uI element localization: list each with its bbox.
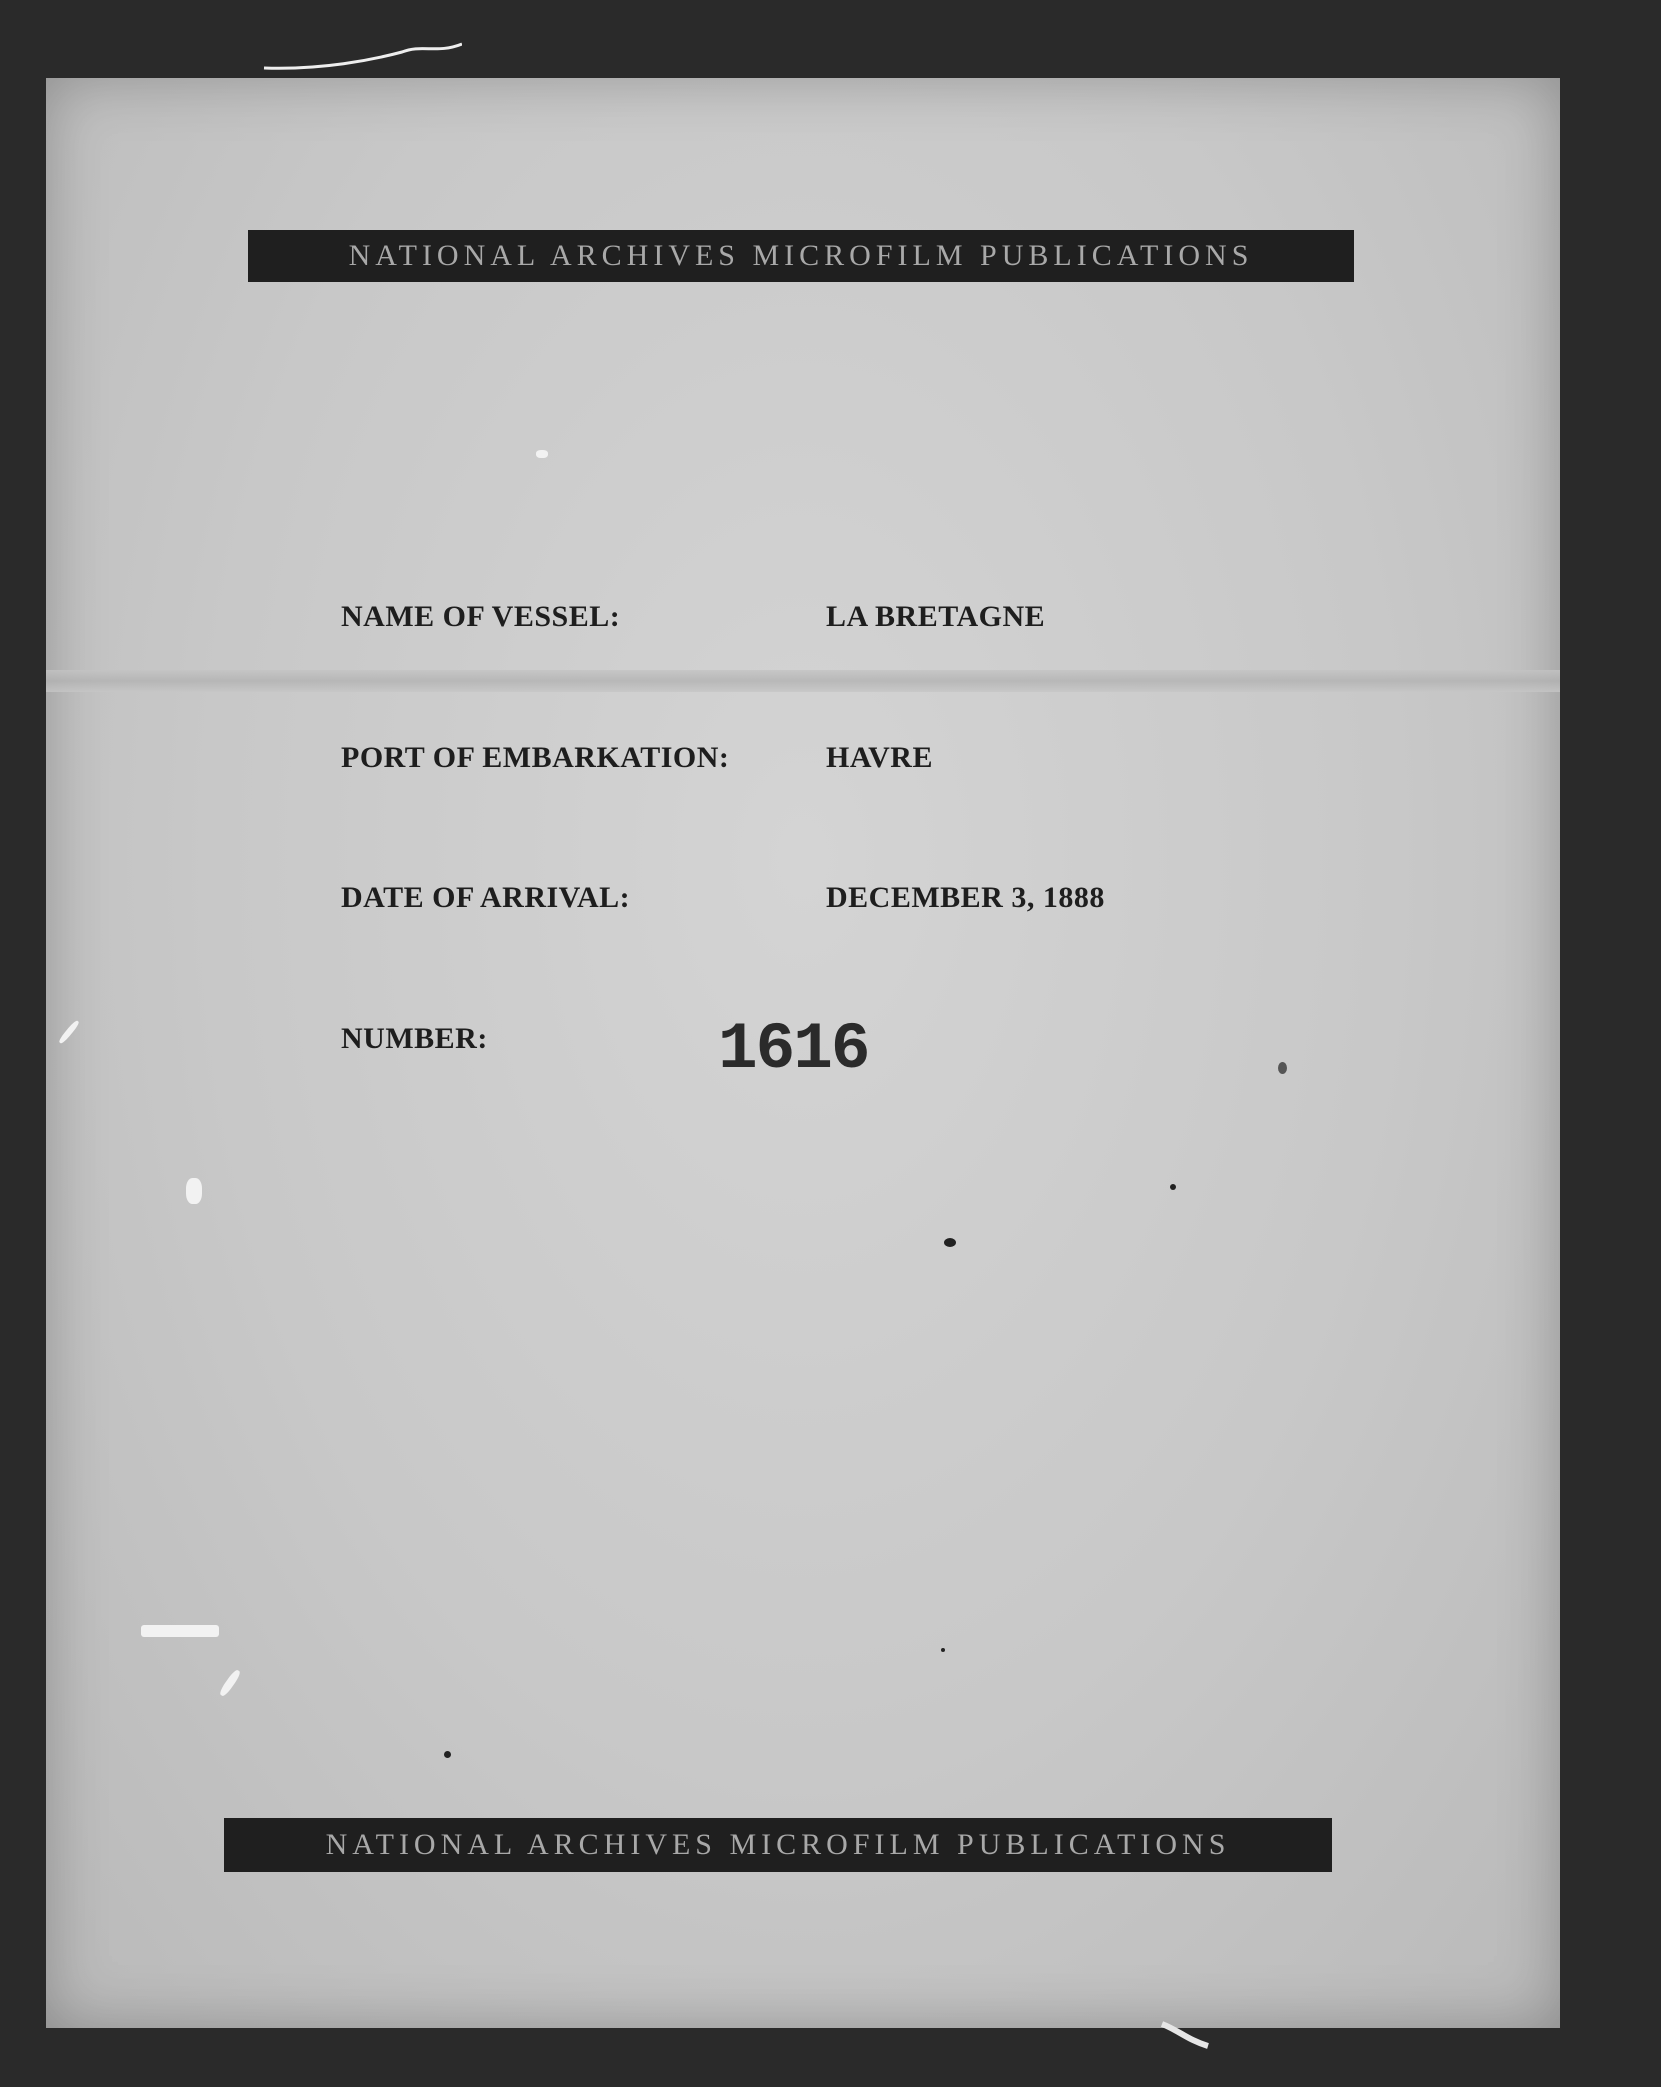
film-speck [58, 1019, 81, 1044]
film-dot [941, 1648, 945, 1652]
film-speck [141, 1625, 219, 1637]
header-banner: NATIONAL ARCHIVES MICROFILM PUBLICATIONS [248, 230, 1354, 282]
paper-fold [46, 670, 1560, 692]
film-scratch [1158, 2016, 1218, 2056]
date-value: DECEMBER 3, 1888 [826, 881, 1105, 914]
number-value: 1616 [718, 1012, 869, 1087]
document-sheet [46, 78, 1560, 2028]
vessel-label: NAME OF VESSEL: [341, 600, 621, 633]
film-dot [944, 1238, 956, 1247]
film-dot [1170, 1184, 1176, 1190]
film-speck [218, 1668, 242, 1697]
film-speck [536, 450, 548, 458]
film-speck [186, 1178, 202, 1204]
film-scratch [262, 38, 462, 78]
film-dot [444, 1751, 451, 1758]
date-label: DATE OF ARRIVAL: [341, 881, 631, 914]
port-value: HAVRE [826, 741, 933, 774]
port-label: PORT OF EMBARKATION: [341, 741, 730, 774]
vessel-value: LA BRETAGNE [826, 600, 1046, 633]
number-label: NUMBER: [341, 1022, 488, 1055]
footer-banner: NATIONAL ARCHIVES MICROFILM PUBLICATIONS [224, 1818, 1332, 1872]
film-dot [1278, 1062, 1287, 1074]
